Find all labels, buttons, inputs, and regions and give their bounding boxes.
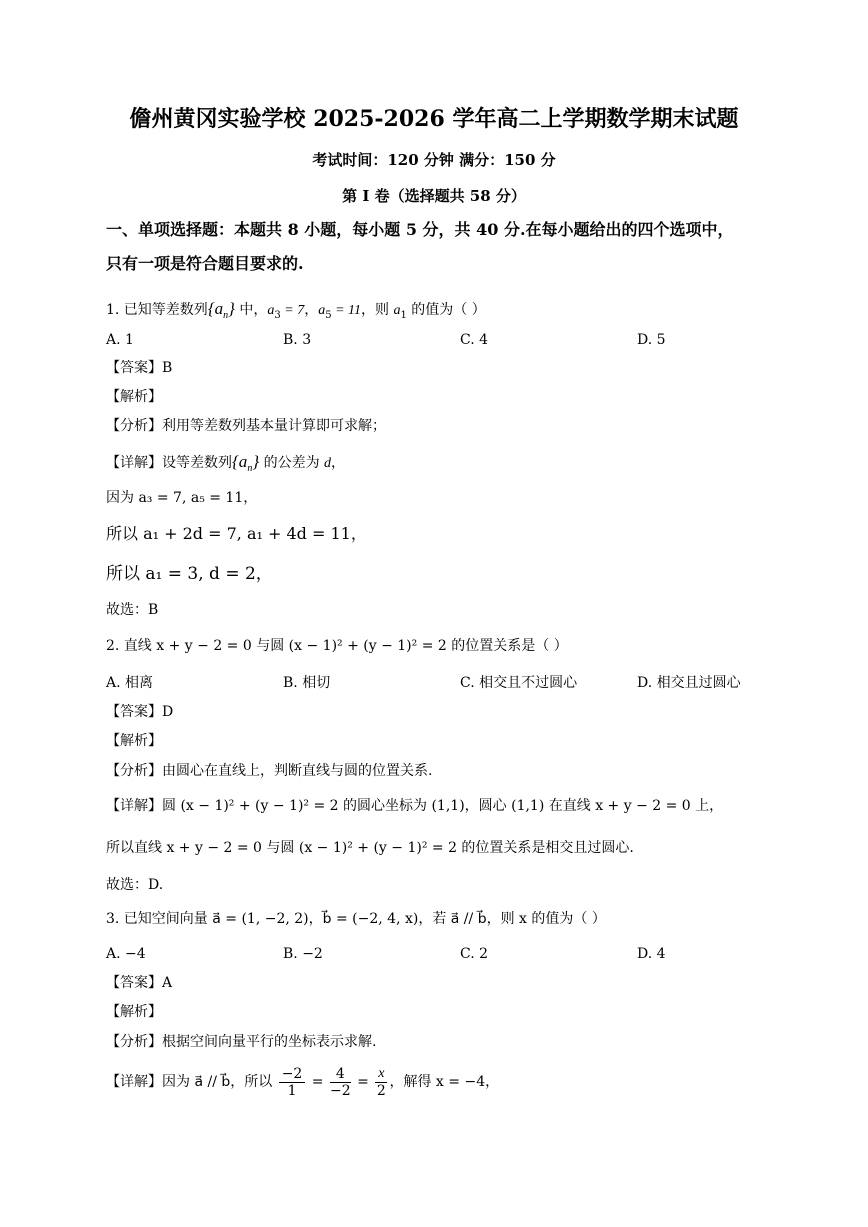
q3-fraction-1: [279, 1066, 306, 1099]
q1-seq-sub: n: [223, 309, 229, 321]
q1-choose: 故选：B: [106, 602, 159, 618]
q1-option-d: D. 5: [637, 332, 666, 348]
q1-a3-val: = 7: [280, 303, 305, 318]
q2-analysis: 【解析】: [106, 733, 162, 749]
q1-detail: [106, 452, 345, 479]
q1-detail-seq: {a: [232, 452, 248, 471]
q1-a5-val: = 11: [331, 303, 362, 318]
q1-step2: 所以 a₁ + 2d = 7, a₁ + 4d = 11，: [106, 524, 367, 543]
q1-option-b: B. 3: [283, 332, 312, 348]
q3-eq-1: =: [307, 1074, 328, 1090]
section-heading-line1: 一、单项选择题：本题共 8 小题，每小题 5 分，共 40 分.在每小题给出的四个选项中，: [106, 220, 734, 239]
q1-detail-end: ，: [331, 455, 346, 471]
q1-a3: a: [267, 303, 275, 318]
q2-option-a: A. 相离: [106, 675, 154, 691]
page-title: 儋州黄冈实验学校 2025-2026 学年高二上学期数学期末试题: [129, 106, 739, 132]
q3-eq-2: =: [352, 1074, 374, 1090]
q1-detail-sub: n: [247, 462, 253, 474]
q3-analysis: 【解析】: [106, 1004, 162, 1020]
q3-detail-post: ，解得 x = −4，: [389, 1074, 500, 1090]
q3-fraction-2: [330, 1066, 351, 1099]
q1-answer: 【答案】B: [106, 360, 173, 376]
q1-a1: a: [393, 303, 401, 318]
q1-text2: ，则: [361, 302, 394, 318]
q3-f3-num: x: [375, 1066, 387, 1083]
q3-option-b: B. −2: [283, 946, 323, 962]
q1-a5: a: [318, 303, 326, 318]
q2-stem: 2. 直线 x + y − 2 = 0 与圆 (x − 1)² + (y − 1)² = 2 的位置关系是（ ）: [106, 638, 568, 654]
exam-info: 考试时间：120 分钟 满分：150 分: [312, 151, 556, 169]
q1-detail-tail: 的公差为: [259, 455, 325, 471]
q1-detail-label: 【详解】设等差数列: [106, 455, 232, 471]
q3-f2-den: −2: [329, 1082, 351, 1099]
q2-choose: 故选：D.: [106, 877, 164, 893]
q3-stem: 3. 已知空间向量 a⃗ = (1, −2, 2)，b⃗ = (−2, 4, x)，若 a⃗ // b⃗，则 x 的值为（ ）: [106, 911, 606, 927]
q3-f3-den: 2: [376, 1082, 386, 1099]
q1-sep: ，: [304, 302, 319, 318]
q1-option-a: A. 1: [106, 332, 134, 348]
q1-stem: [106, 299, 486, 326]
q1-detail-d: d: [324, 456, 332, 471]
q1-option-c: C. 4: [460, 332, 489, 348]
q2-answer: 【答案】D: [106, 704, 174, 720]
q3-f1-den: 1: [287, 1082, 297, 1099]
q1-step1: 因为 a₃ = 7, a₅ = 11，: [106, 490, 258, 506]
q3-f1-num: −2: [279, 1066, 306, 1083]
q3-fenxi: 【分析】根据空间向量平行的坐标表示求解.: [106, 1034, 377, 1050]
q1-a3-sub: 3: [274, 309, 281, 321]
q3-option-d: D. 4: [637, 946, 666, 962]
q3-f2-num: 4: [330, 1066, 351, 1083]
q3-detail-pre: 【详解】因为 a⃗ // b⃗，所以: [106, 1074, 273, 1090]
q3-detail: [106, 1062, 499, 1102]
q1-a1-sub: 1: [400, 309, 407, 321]
q1-step3: 所以 a₁ = 3, d = 2，: [106, 564, 273, 584]
q1-a5-sub: 5: [325, 309, 332, 321]
q1-text3: 的值为（ ）: [406, 302, 486, 318]
q2-fenxi: 【分析】由圆心在直线上，判断直线与圆的位置关系.: [106, 763, 433, 779]
q2-option-b: B. 相切: [283, 675, 331, 691]
q2-option-d: D. 相交且过圆心: [637, 675, 741, 691]
q1-fenxi: 【分析】利用等差数列基本量计算即可求解；: [106, 418, 386, 434]
q2-detail2: 所以直线 x + y − 2 = 0 与圆 (x − 1)² + (y − 1)² = 2 的位置关系是相交且过圆心.: [106, 840, 634, 856]
q1-text1: 中，: [234, 302, 268, 318]
q3-fraction-3: [375, 1066, 387, 1099]
q1-analysis: 【解析】: [106, 389, 162, 405]
q1-seq: {a: [207, 299, 224, 318]
q2-option-c: C. 相交且不过圆心: [460, 675, 578, 691]
section-heading-line2: 只有一项是符合题目要求的.: [106, 254, 304, 273]
q2-detail: 【详解】圆 (x − 1)² + (y − 1)² = 2 的圆心坐标为 (1,1)，圆心 (1,1) 在直线 x + y − 2 = 0 上，: [106, 798, 724, 814]
q3-option-a: A. −4: [106, 946, 146, 962]
q1-stem-text: 1. 已知等差数列: [106, 302, 208, 318]
q1-seq-close: }: [228, 299, 235, 318]
q1-detail-close: }: [252, 452, 260, 471]
q3-answer: 【答案】A: [106, 975, 173, 991]
volume-heading: 第 I 卷（选择题共 58 分）: [342, 187, 526, 205]
q3-option-c: C. 2: [460, 946, 489, 962]
